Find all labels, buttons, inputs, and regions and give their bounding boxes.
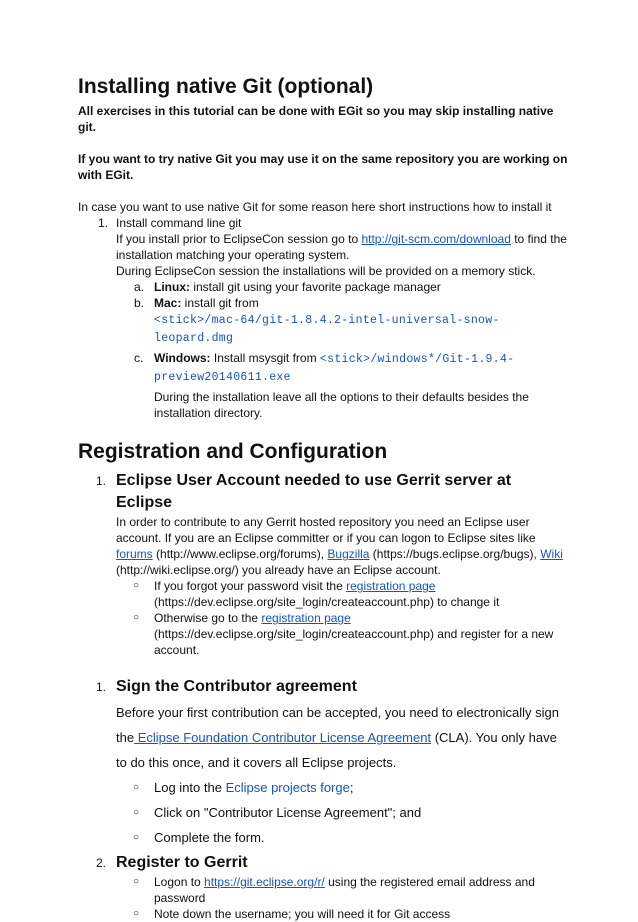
list-item-title: Register to Gerrit bbox=[116, 854, 248, 872]
registration-page-link[interactable]: registration page bbox=[261, 611, 351, 626]
bullet-forgot-password: ○ If you forgot your password visit the registration page (https://dev.eclipse.org/site_login/createaccount.php) to change it bbox=[133, 579, 500, 610]
install-instructions: If you install prior to EclipseCon session go to http://git-scm.com/download to find the installation matching your operating system. bbox=[116, 232, 567, 263]
list-item-title: Eclipse User Account needed to use Gerrit server at Eclipse bbox=[116, 472, 512, 512]
list-item-title: Install command line git bbox=[116, 216, 242, 231]
bullet-icon: ○ bbox=[133, 782, 140, 794]
git-scm-download-link[interactable]: http://git-scm.com/download bbox=[361, 232, 511, 247]
bullet-icon: ○ bbox=[133, 580, 140, 592]
sub-item-mac: b. Mac: install git from <stick>/mac-64/git-1.8.4.2-intel-universal-snow-leopard.dmg bbox=[134, 296, 500, 346]
list-number: 1. bbox=[98, 216, 109, 231]
cla-paragraph: Before your first contribution can be accepted, you need to electronically sign the Eclipse Foundation Contributor License Agreement (CLA). You only have to do this once, and it covers all Eclipse projects. bbox=[116, 705, 559, 771]
bullet-note-username: ○ Note down the username; you will need it for Git access bbox=[133, 907, 451, 922]
intro-paragraph-1: All exercises in this tutorial can be done with EGit so you may skip installing native git. bbox=[78, 104, 554, 135]
intro-paragraph-3: In case you want to use native Git for some reason here short instructions how to install it bbox=[78, 200, 552, 215]
bullet-icon: ○ bbox=[133, 908, 140, 920]
mac-installer-path: <stick>/mac-64/git-1.8.4.2-intel-universal-snow-leopard.dmg bbox=[154, 314, 500, 346]
list-item-contributor-agreement: 1. Sign the Contributor agreement Before your first contribution can be accepted, you need to electronically sign the Eclipse Foundation Contributor License Agreement (CLA). You only have to do this once, and it covers all Eclipse projects. bbox=[78, 676, 568, 775]
forums-link[interactable]: forums bbox=[116, 547, 153, 562]
eclipse-projects-forge-link[interactable]: Eclipse projects forge bbox=[225, 780, 350, 796]
bullet-icon: ○ bbox=[133, 876, 140, 888]
bullet-complete-form: ○ Complete the form. bbox=[78, 825, 568, 850]
sub-item-linux: a. Linux: install git using your favorite package manager bbox=[134, 280, 441, 295]
gerrit-link[interactable]: https://git.eclipse.org/r/ bbox=[204, 875, 325, 890]
section-title-registration: Registration and Configuration bbox=[78, 440, 388, 464]
registration-page-link[interactable]: registration page bbox=[346, 579, 436, 594]
bullet-click-cla: ○ Click on "Contributor License Agreement"; and bbox=[78, 800, 568, 825]
bullet-log-in: ○ Log into the Eclipse projects forge; bbox=[78, 775, 568, 800]
installation-note: During the installation leave all the options to their defaults besides the installation directory. bbox=[154, 390, 529, 421]
document-page bbox=[78, 74, 568, 922]
bugzilla-link[interactable]: Bugzilla bbox=[327, 547, 370, 562]
list-item-title: Sign the Contributor agreement bbox=[116, 678, 357, 696]
sub-item-windows: c. Windows: Install msysgit from <stick>/windows*/Git-1.9.4-preview20140611.exe bbox=[134, 351, 515, 385]
wiki-link[interactable]: Wiki bbox=[540, 547, 563, 562]
cla-link[interactable]: Eclipse Foundation Contributor License Agreement bbox=[134, 730, 432, 746]
account-paragraph: In order to contribute to any Gerrit hosted repository you need an Eclipse user account. If you are an Eclipse committer or if you can logon to Eclipse sites like forums (http://www.eclipse.org/forums), Bugzilla (https://bugs.eclipse.org/bugs), Wiki (http://wiki.eclipse.org/) you already have an Eclipse account. bbox=[116, 515, 563, 578]
section-title-installing-git: Installing native Git (optional) bbox=[78, 75, 374, 98]
list-item-eclipse-account: 1. Eclipse User Account needed to use Gerrit server at Eclipse In order to contribute to any Gerrit hosted repository you need an Eclipse user account. If you are an Eclipse committer or if you can logon to Eclipse sites like forums (http://www.eclipse.org/forums), Bugzilla (https://bugs.eclipse.org/bugs), Wiki (http://wiki.eclipse.org/) you already have an Eclipse account. bbox=[78, 470, 568, 578]
bullet-register-new: ○ Otherwise go to the registration page (https://dev.eclipse.org/site_login/createaccount.php) and register for a new account. bbox=[133, 611, 554, 658]
bullet-icon: ○ bbox=[133, 832, 140, 844]
eclipsecon-note: During EclipseCon session the installations will be provided on a memory stick. bbox=[116, 264, 536, 279]
bullet-logon-gerrit: ○ Logon to https://git.eclipse.org/r/ using the registered email address and password bbox=[133, 875, 535, 906]
windows-installer-path: <stick>/windows*/Git-1.9.4-preview20140611.exe bbox=[154, 353, 515, 385]
bullet-icon: ○ bbox=[133, 612, 140, 624]
list-item-register-gerrit: 2. Register to Gerrit bbox=[78, 852, 568, 874]
list-item-install-git bbox=[78, 215, 568, 279]
intro-paragraph-2: If you want to try native Git you may use it on the same repository you are working on with EGit. bbox=[78, 152, 568, 183]
bullet-icon: ○ bbox=[133, 807, 140, 819]
